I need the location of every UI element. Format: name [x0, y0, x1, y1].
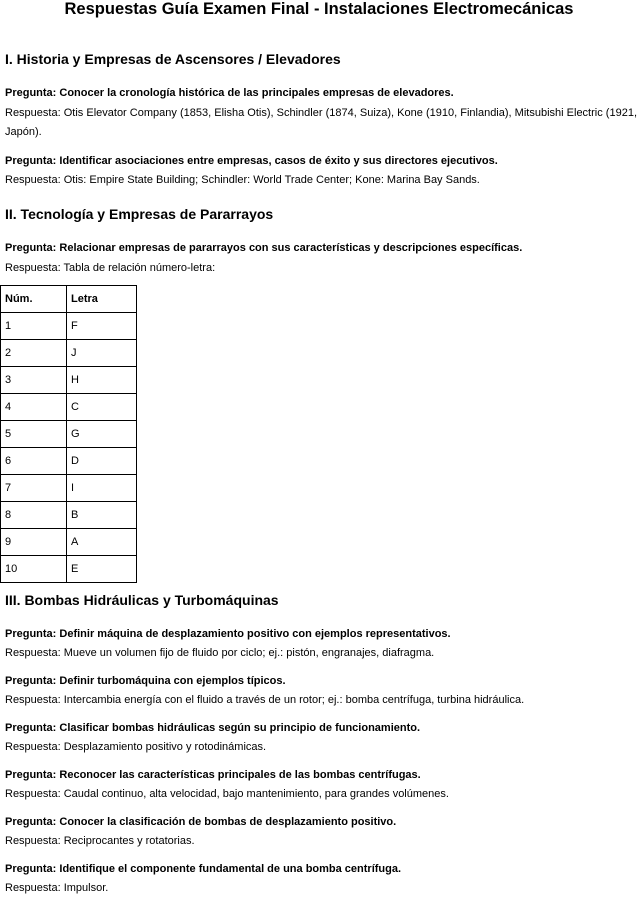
table-cell-letter: E — [67, 556, 137, 583]
answer-1-2: Respuesta: Otis: Empire State Building; Schindler: World Trade Center; Kone: Marina Bay Sands. — [5, 174, 480, 186]
table-row — [1, 421, 137, 448]
table-row — [1, 394, 137, 421]
table-cell-num: 6 — [1, 448, 67, 475]
table-cell-num: 3 — [1, 367, 67, 394]
table-header-row — [1, 286, 137, 313]
answer-3-2: Respuesta: Intercambia energía con el fluido a través de un rotor; ej.: bomba centrífuga, turbina hidráulica. — [5, 694, 525, 706]
table-row — [1, 313, 137, 340]
table-header-num: Núm. — [1, 286, 67, 313]
answer-3-6: Respuesta: Impulsor. — [5, 882, 109, 894]
table-cell-letter: G — [67, 421, 137, 448]
answer-2-1: Respuesta: Tabla de relación número-letra: — [5, 262, 216, 274]
answer-3-4: Respuesta: Caudal continuo, alta velocidad, bajo mantenimiento, para grandes volúmenes. — [5, 788, 449, 800]
table-row — [1, 556, 137, 583]
table-row — [1, 448, 137, 475]
section-heading-2: II. Tecnología y Empresas de Pararrayos — [5, 206, 274, 222]
answer-3-3: Respuesta: Desplazamiento positivo y rotodinámicas. — [5, 741, 267, 753]
table-cell-letter: H — [67, 367, 137, 394]
table-cell-letter: C — [67, 394, 137, 421]
relation-table — [0, 285, 137, 583]
table-row — [1, 502, 137, 529]
table-row — [1, 529, 137, 556]
table-cell-letter: B — [67, 502, 137, 529]
section-heading-1: I. Historia y Empresas de Ascensores / Elevadores — [5, 51, 341, 67]
table-cell-num: 10 — [1, 556, 67, 583]
document-title: Respuestas Guía Examen Final - Instalaciones Electromecánicas — [64, 0, 574, 18]
table-cell-num: 1 — [1, 313, 67, 340]
question-3-2: Pregunta: Definir turbomáquina con ejemplos típicos. — [5, 675, 286, 687]
table-cell-letter: I — [67, 475, 137, 502]
table-row — [1, 340, 137, 367]
table-cell-num: 8 — [1, 502, 67, 529]
table-row — [1, 475, 137, 502]
answer-3-1: Respuesta: Mueve un volumen fijo de fluido por ciclo; ej.: pistón, engranajes, diafragma. — [5, 647, 435, 659]
question-1-2: Pregunta: Identificar asociaciones entre empresas, casos de éxito y sus directores ejecutivos. — [5, 155, 498, 167]
table-cell-num: 7 — [1, 475, 67, 502]
question-3-3: Pregunta: Clasificar bombas hidráulicas según su principio de funcionamiento. — [5, 722, 421, 734]
table-cell-num: 4 — [1, 394, 67, 421]
question-3-5: Pregunta: Conocer la clasificación de bombas de desplazamiento positivo. — [5, 816, 397, 828]
table-cell-letter: J — [67, 340, 137, 367]
answer-3-5: Respuesta: Reciprocantes y rotatorias. — [5, 835, 195, 847]
question-3-1: Pregunta: Definir máquina de desplazamiento positivo con ejemplos representativos. — [5, 628, 451, 640]
table-cell-num: 5 — [1, 421, 67, 448]
answer-1-1: Respuesta: Otis Elevator Company (1853, Elisha Otis), Schindler (1874, Suiza), Kone (1910, Finlandia), Mitsubishi Electric (1921, Japón). — [5, 107, 637, 138]
table-cell-letter: F — [67, 313, 137, 340]
table-cell-letter: D — [67, 448, 137, 475]
question-3-4: Pregunta: Reconocer las características principales de las bombas centrífugas. — [5, 769, 421, 781]
table-header-letter: Letra — [67, 286, 137, 313]
section-heading-3: III. Bombas Hidráulicas y Turbomáquinas — [5, 592, 279, 608]
table-cell-num: 9 — [1, 529, 67, 556]
table-row — [1, 367, 137, 394]
question-2-1: Pregunta: Relacionar empresas de pararrayos con sus características y descripciones específicas. — [5, 242, 523, 254]
table-cell-letter: A — [67, 529, 137, 556]
table-cell-num: 2 — [1, 340, 67, 367]
question-3-6: Pregunta: Identifique el componente fundamental de una bomba centrífuga. — [5, 863, 402, 875]
question-1-1: Pregunta: Conocer la cronología histórica de las principales empresas de elevadores. — [5, 87, 454, 99]
